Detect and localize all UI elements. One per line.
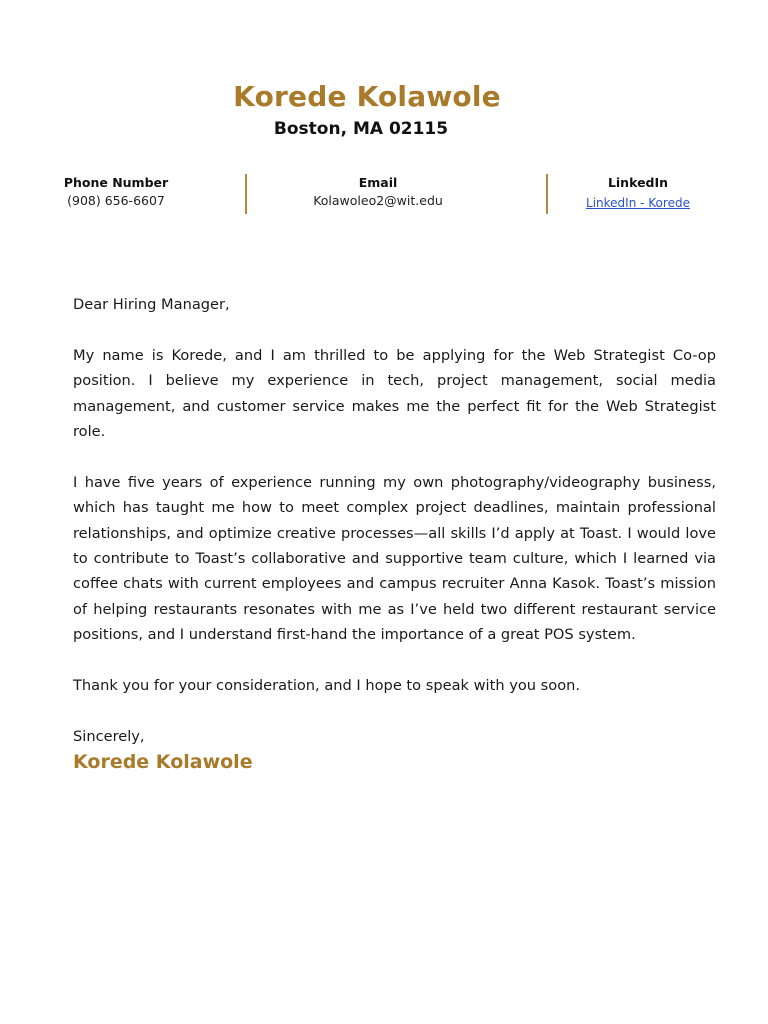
paragraph-intro: My name is Korede, and I am thrilled to be applying for the Web Strategist Co-op position. I believe my experience in tech, project management, social media management, and customer service makes me the perfect fit for the Web Strategist role. <box>73 346 716 441</box>
applicant-name: Korede Kolawole <box>233 80 501 113</box>
signature: Korede Kolawole <box>73 751 253 774</box>
salutation: Dear Hiring Manager, <box>73 296 230 313</box>
paragraph-experience: I have five years of experience running my own photography/videography business, which has taught me how to meet complex project deadlines, maintain professional relationships, and optimize creative processes—all skills I’d apply at Toast. I would love to contribute to Toast’s collaborative and supportive team culture, which I learned via coffee chats with current employees and campus recruiter Anna Kasok. Toast’s mission of helping restaurants resonates with me as I’ve held two different restaurant service positions, and I understand first-hand the importance of a great POS system. <box>73 473 716 644</box>
contact-linkedin <box>560 174 716 211</box>
contact-phone <box>40 174 192 210</box>
email-label: Email <box>358 175 398 190</box>
phone-label: Phone Number <box>63 175 169 190</box>
contact-email <box>280 174 476 210</box>
sign-off: Sincerely, <box>73 727 145 745</box>
contact-divider <box>546 174 548 214</box>
linkedin-link[interactable]: LinkedIn - Korede <box>586 196 690 210</box>
applicant-address: Boston, MA 02115 <box>273 119 449 139</box>
phone-value: (908) 656-6607 <box>67 193 165 208</box>
email-value: Kolawoleo2@wit.edu <box>313 193 443 208</box>
letter-body <box>73 292 716 775</box>
contact-info-row <box>0 174 768 216</box>
linkedin-label: LinkedIn <box>607 175 669 190</box>
closing-line: Thank you for your consideration, and I hope to speak with you soon. <box>73 677 581 695</box>
contact-divider <box>245 174 247 214</box>
